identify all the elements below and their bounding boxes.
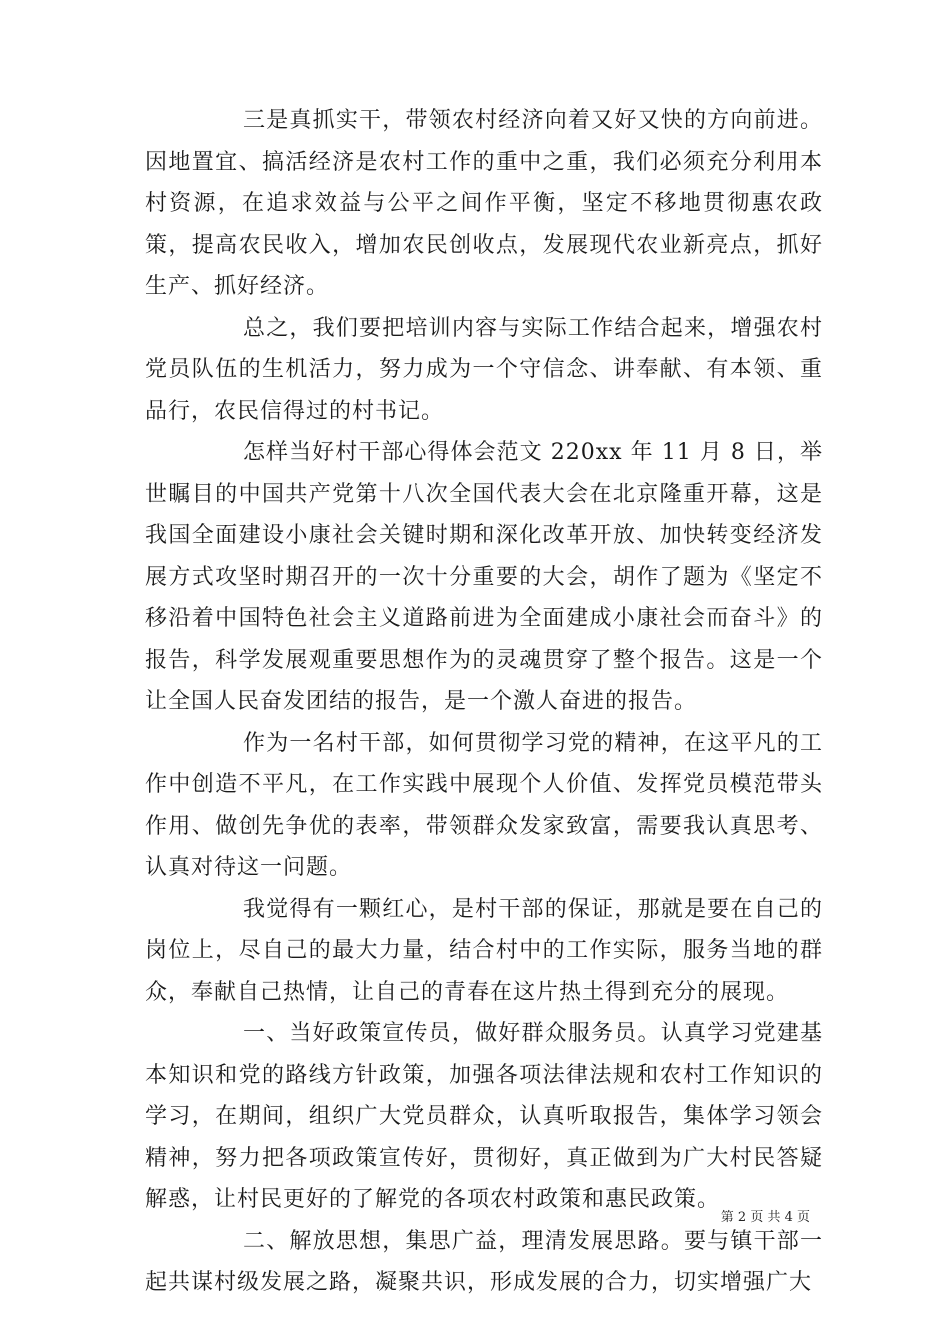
- paragraph: 三是真抓实干，带领农村经济向着又好又快的方向前进。因地置宜、搞活经济是农村工作的重中之重，我们必须充分利用本村资源，在追求效益与公平之间作平衡，坚定不移地贯彻惠农政策，提高农民收入，增加农民创收点，发展现代农业新亮点，抓好生产、抓好经济。: [145, 108, 823, 299]
- paragraph: 怎样当好村干部心得体会范文 220xx 年 11 月 8 日，举世瞩目的中国共产党第十八次全国代表大会在北京隆重开幕，这是我国全面建设小康社会关键时期和深化改革开放、加快转变经济发展方式攻坚时期召开的一次十分重要的大会，胡作了题为《坚定不移沿着中国特色社会主义道路前进为全面建成小康社会而奋斗》的报告，科学发展观重要思想作为的灵魂贯穿了整个报告。这是一个让全国人民奋发团结的报告，是一个激人奋进的报告。: [145, 440, 823, 714]
- paragraph: 我觉得有一颗红心，是村干部的保证，那就是要在自己的岗位上，尽自己的最大力量，结合村中的工作实际，服务当地的群众，奉献自己热情，让自己的青春在这片热土得到充分的展现。: [145, 896, 823, 1005]
- page-number-footer: 第 2 页 共 4 页: [720, 1210, 810, 1225]
- paragraph: 总之，我们要把培训内容与实际工作结合起来，增强农村党员队伍的生机活力，努力成为一个守信念、讲奉献、有本领、重品行，农民信得过的村书记。: [145, 315, 823, 424]
- paragraph: 二、解放思想，集思广益，理清发展思路。要与镇干部一起共谋村级发展之路，凝聚共识，形成发展的合力，切实增强广大: [145, 1228, 823, 1295]
- paragraph: 一、当好政策宣传员，做好群众服务员。认真学习党建基本知识和党的路线方针政策，加强各项法律法规和农村工作知识的学习，在期间，组织广大党员群众，认真听取报告，集体学习领会精神，努力把各项政策宣传好，贯彻好，真正做到为广大村民答疑解惑，让村民更好的了解党的各项农村政策和惠民政策。: [145, 1021, 823, 1212]
- document-body: [145, 100, 823, 1304]
- paragraph: 作为一名村干部，如何贯彻学习党的精神，在这平凡的工作中创造不平凡，在工作实践中展现个人价值、发挥党员模范带头作用、做创先争优的表率，带领群众发家致富，需要我认真思考、认真对待这一问题。: [145, 730, 823, 880]
